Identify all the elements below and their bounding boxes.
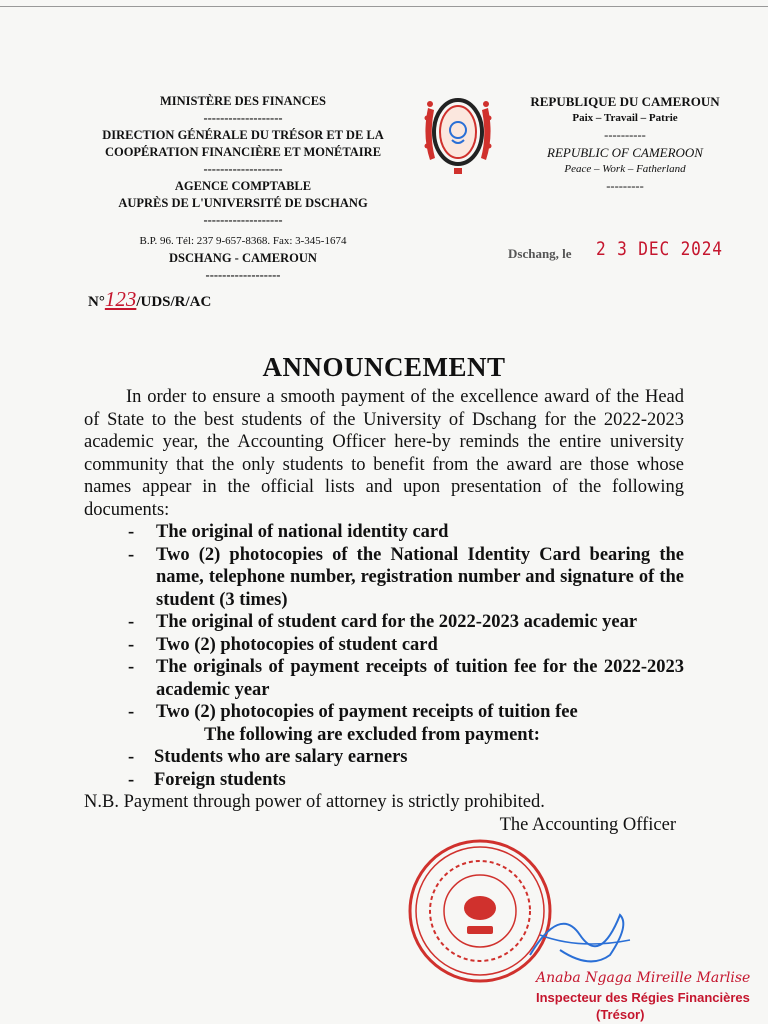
intro-paragraph: In order to ensure a smooth payment of the excellence award of the Head of State to the best students of the University of Dschang for the 2022-2023 academic year, the Accounting Officer here-by reminds the entire university community that the only students to benefit from the award are those whose names appear in the official lists and upon presentation of the following documents: (84, 387, 684, 520)
contact-line: B.P. 96. Tél: 237 9-657-8368. Fax: 3-345-1674 (139, 235, 347, 247)
separator: --------- (606, 179, 644, 193)
list-item: - The original of national identity card (128, 521, 684, 544)
ministry-name: MINISTÈRE DES FINANCES (159, 94, 326, 108)
reference-suffix: /UDS/R/AC (136, 294, 212, 310)
reference-handwritten-number: 123 (104, 287, 137, 311)
reference-number (88, 287, 211, 312)
separator: ------------------- (203, 111, 283, 125)
handwritten-signature (520, 895, 640, 975)
coat-of-arms-emblem (420, 88, 496, 184)
signatory-name: Anaba Ngaga Mireille Marlise (536, 970, 751, 986)
list-item: - Two (2) photocopies of student card (128, 634, 684, 657)
directorate-line-1: DIRECTION GÉNÉRALE DU TRÉSOR ET DE LA (102, 128, 384, 142)
list-item: - Two (2) photocopies of payment receipts of tuition fee (128, 701, 684, 724)
signatory-subtitle: (Trésor) (596, 1007, 645, 1022)
directorate-line-2: COOPÉRATION FINANCIÈRE ET MONÉTAIRE (104, 145, 382, 159)
excluded-heading: The following are excluded from payment: (204, 724, 540, 745)
agency-line-1: AGENCE COMPTABLE (174, 179, 312, 193)
excluded-list (84, 746, 684, 791)
reference-prefix: N° (88, 294, 105, 310)
page-top-rule (0, 6, 768, 7)
place-label: Dschang, le (508, 246, 572, 261)
header-left (78, 93, 408, 284)
list-item: - Two (2) photocopies of the National Identity Card bearing the name, telephone number, registration number and signature of the student (3 times) (128, 544, 684, 612)
agency-line-2: AUPRÈS DE L'UNIVERSITÉ DE DSCHANG (118, 196, 368, 210)
republic-en: REPUBLIC OF CAMEROON (547, 145, 703, 160)
page-title: ANNOUNCEMENT (262, 352, 506, 382)
announcement-body (84, 386, 684, 836)
separator: ---------- (604, 128, 646, 142)
separator: ------------------ (205, 268, 281, 282)
list-item: - The original of student card for the 2022-2023 academic year (128, 611, 684, 634)
separator: ------------------- (203, 162, 283, 176)
city-line: DSCHANG - CAMEROUN (169, 251, 317, 265)
header-right (505, 93, 745, 195)
nota-bene: N.B. Payment through power of attorney is strictly prohibited. (84, 792, 545, 812)
separator: ------------------- (203, 213, 283, 227)
list-item: - The originals of payment receipts of tuition fee for the 2022-2023 academic year (128, 656, 684, 701)
date-stamp: 2 3 DEC 2024 (596, 238, 723, 260)
required-documents-list (84, 521, 684, 724)
signer-title: The Accounting Officer (499, 814, 676, 835)
republic-fr: REPUBLIQUE DU CAMEROUN (530, 94, 720, 109)
list-item: - Foreign students (128, 769, 684, 792)
motto-fr: Paix – Travail – Patrie (572, 112, 678, 124)
signatory-title: Inspecteur des Régies Financières (536, 990, 750, 1005)
list-item: - Students who are salary earners (128, 746, 684, 769)
motto-en: Peace – Work – Fatherland (564, 163, 686, 175)
